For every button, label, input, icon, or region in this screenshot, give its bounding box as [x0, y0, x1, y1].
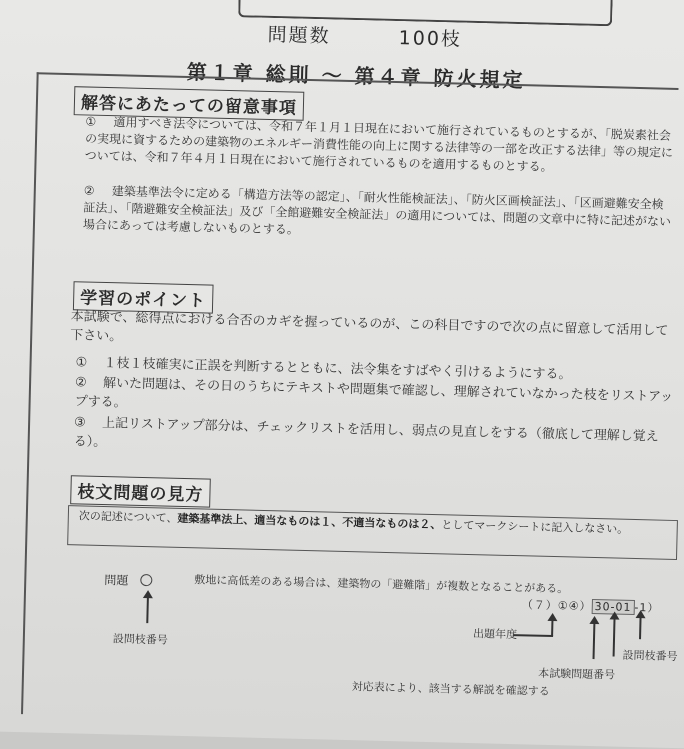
question-count	[267, 20, 462, 52]
note-text-1: 適用すべき法令については、令和７年１月１日現在において施行されているものとするが、「脱炭素社会の実現に資するための建築物のエネルギー消費性能の向上に関する法律等の一部を改正する法律」等の規定については、令和７年４月１日現在において施行されているものを適用するものとする。	[84, 115, 674, 174]
question-label	[104, 571, 152, 589]
notes-title: 解答にあたっての留意事項	[74, 86, 305, 121]
count-label: 問題数	[267, 23, 331, 48]
note-mark-1: ①	[85, 114, 97, 129]
chapter-title: 第１章 総則 ～ 第４章 防火規定	[186, 59, 526, 93]
point-mark-2: ②	[74, 375, 87, 391]
note-text-2: 建築基準法令に定める「構造方法等の認定」、「耐火性能検証法」、「防火区画検証法」、「区画避難安全検証法」、「階避難安全検証法」及び「全館避難安全検証法」の適用については、問題の文章中に特に記述がない場合にあっては考慮しないものとする。	[82, 184, 672, 237]
point-mark-3: ③	[73, 415, 86, 431]
arrow-up-icon	[551, 620, 553, 636]
point-text-2: 解いた問題は、その日のうちにテキストや問題集で確認し、理解されていなかった枝をリストアップする。	[74, 375, 674, 411]
point-text-3: 上記リストアップ部分は、チェックリストを活用し、弱点の見直しをする（徹底して理解し覚える）。	[73, 415, 659, 451]
label-branch: 設問枝番号	[622, 648, 678, 664]
note-mark-2: ②	[83, 183, 95, 198]
code-prefix: （７）①④）	[521, 598, 592, 613]
points-intro: 本試験で、総得点における合否のカギを握っているのが、この科目ですので次の点に留意して活用して下さい。	[70, 309, 669, 345]
instruction-bold: 建築基準法上、適当なものは１、不適当なものは２、	[177, 511, 442, 532]
points-title: 学習のポイント	[73, 281, 214, 313]
instruction-post: としてマークシートに記入しなさい。	[441, 518, 629, 536]
instruction-pre: 次の記述について、	[78, 509, 178, 525]
code-suffix: -1）	[634, 601, 660, 615]
label-setsumon: 設問枝番号	[112, 632, 169, 647]
code-highlight: 30-01	[591, 599, 634, 615]
howto-title: 枝文問題の見方	[70, 475, 211, 507]
point-text-1: １枝１枝確実に正誤を判断するとともに、法令集をすばやく引けるようにする。	[103, 355, 572, 383]
bottom-text: 対応表により、該当する解説を確認する	[351, 680, 550, 698]
count-value: 100枝	[398, 27, 463, 51]
label-exam-no: 本試験問題番号	[538, 666, 616, 682]
question-text: 敷地に高低差のある場合は、建築物の「避難階」が複数となることがある。	[194, 573, 569, 596]
point-mark-1: ①	[75, 355, 88, 371]
label-year: 出題年度	[472, 627, 518, 642]
answer-circle-icon	[140, 574, 152, 586]
question-label-text: 問題	[104, 573, 129, 588]
